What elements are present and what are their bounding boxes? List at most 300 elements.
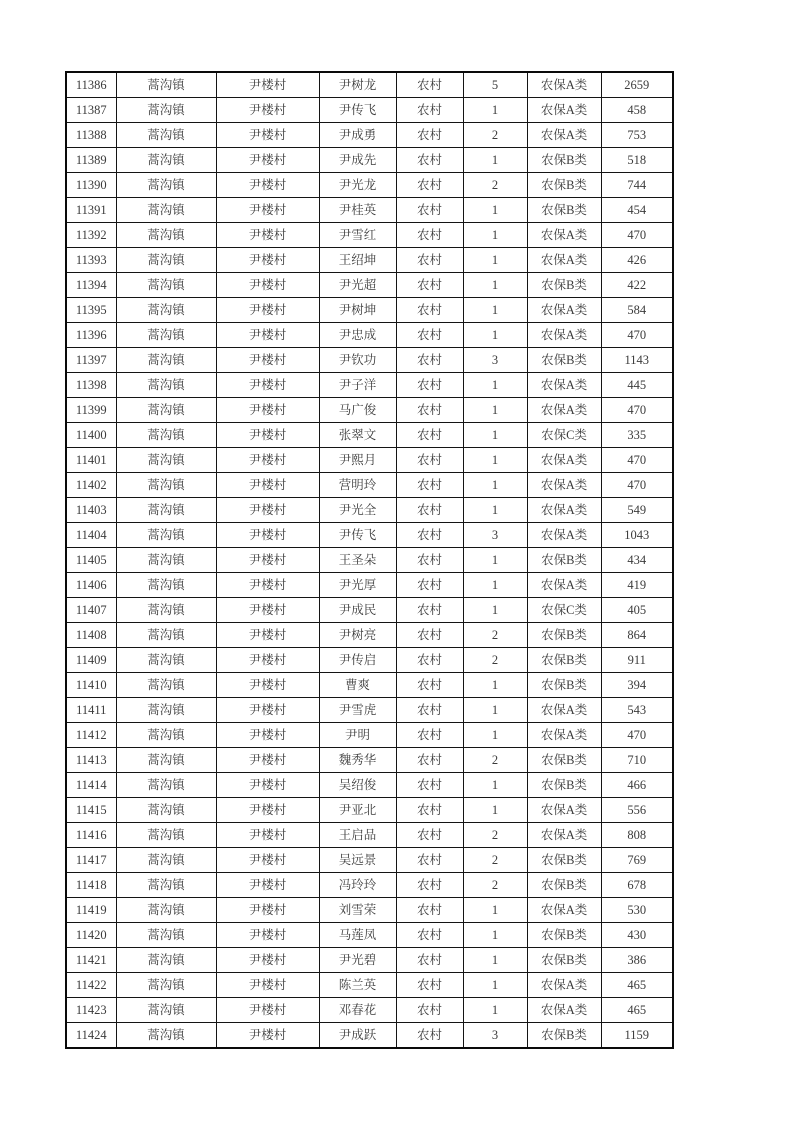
cell-persons: 1 [463, 473, 527, 498]
cell-village: 尹楼村 [216, 398, 319, 423]
cell-name: 尹传启 [319, 648, 396, 673]
cell-category: 农保B类 [527, 923, 601, 948]
cell-name: 张翠文 [319, 423, 396, 448]
cell-id: 11387 [66, 98, 116, 123]
cell-name: 马广俊 [319, 398, 396, 423]
table-row [66, 573, 673, 598]
cell-persons: 2 [463, 873, 527, 898]
cell-amount: 769 [601, 848, 673, 873]
cell-category: 农保A类 [527, 498, 601, 523]
cell-village: 尹楼村 [216, 423, 319, 448]
cell-category: 农保A类 [527, 398, 601, 423]
cell-residence: 农村 [396, 873, 463, 898]
cell-category: 农保B类 [527, 1023, 601, 1049]
cell-amount: 1043 [601, 523, 673, 548]
cell-village: 尹楼村 [216, 348, 319, 373]
cell-category: 农保B类 [527, 773, 601, 798]
table-row [66, 598, 673, 623]
cell-persons: 2 [463, 748, 527, 773]
cell-persons: 1 [463, 573, 527, 598]
cell-residence: 农村 [396, 748, 463, 773]
cell-residence: 农村 [396, 323, 463, 348]
cell-name: 王绍坤 [319, 248, 396, 273]
cell-residence: 农村 [396, 673, 463, 698]
cell-village: 尹楼村 [216, 573, 319, 598]
cell-amount: 470 [601, 448, 673, 473]
cell-amount: 584 [601, 298, 673, 323]
cell-category: 农保A类 [527, 698, 601, 723]
table-row [66, 198, 673, 223]
cell-category: 农保A类 [527, 298, 601, 323]
cell-residence: 农村 [396, 973, 463, 998]
cell-town: 蒿沟镇 [116, 398, 216, 423]
cell-amount: 808 [601, 823, 673, 848]
cell-amount: 470 [601, 723, 673, 748]
cell-village: 尹楼村 [216, 923, 319, 948]
cell-village: 尹楼村 [216, 98, 319, 123]
cell-village: 尹楼村 [216, 548, 319, 573]
cell-amount: 470 [601, 398, 673, 423]
cell-category: 农保B类 [527, 673, 601, 698]
cell-amount: 465 [601, 998, 673, 1023]
cell-town: 蒿沟镇 [116, 198, 216, 223]
cell-category: 农保A类 [527, 248, 601, 273]
cell-name: 营明玲 [319, 473, 396, 498]
cell-id: 11401 [66, 448, 116, 473]
cell-id: 11417 [66, 848, 116, 873]
cell-amount: 445 [601, 373, 673, 398]
cell-persons: 1 [463, 598, 527, 623]
cell-category: 农保A类 [527, 573, 601, 598]
cell-id: 11394 [66, 273, 116, 298]
cell-village: 尹楼村 [216, 498, 319, 523]
cell-town: 蒿沟镇 [116, 123, 216, 148]
table-body [66, 72, 673, 1048]
cell-residence: 农村 [396, 773, 463, 798]
cell-name: 尹光龙 [319, 173, 396, 198]
cell-residence: 农村 [396, 123, 463, 148]
cell-name: 尹成跃 [319, 1023, 396, 1049]
cell-category: 农保B类 [527, 148, 601, 173]
cell-category: 农保B类 [527, 948, 601, 973]
cell-category: 农保A类 [527, 98, 601, 123]
cell-persons: 1 [463, 373, 527, 398]
cell-amount: 454 [601, 198, 673, 223]
cell-village: 尹楼村 [216, 948, 319, 973]
cell-town: 蒿沟镇 [116, 248, 216, 273]
cell-id: 11388 [66, 123, 116, 148]
cell-town: 蒿沟镇 [116, 323, 216, 348]
cell-amount: 864 [601, 623, 673, 648]
cell-village: 尹楼村 [216, 873, 319, 898]
cell-village: 尹楼村 [216, 973, 319, 998]
cell-residence: 农村 [396, 398, 463, 423]
cell-name: 尹成民 [319, 598, 396, 623]
cell-name: 尹光厚 [319, 573, 396, 598]
table-row [66, 323, 673, 348]
cell-category: 农保A类 [527, 798, 601, 823]
cell-name: 尹树亮 [319, 623, 396, 648]
cell-id: 11408 [66, 623, 116, 648]
cell-id: 11416 [66, 823, 116, 848]
cell-village: 尹楼村 [216, 323, 319, 348]
cell-persons: 1 [463, 423, 527, 448]
cell-category: 农保B类 [527, 748, 601, 773]
cell-residence: 农村 [396, 823, 463, 848]
cell-name: 吴远景 [319, 848, 396, 873]
table-row [66, 623, 673, 648]
cell-persons: 3 [463, 1023, 527, 1049]
cell-id: 11407 [66, 598, 116, 623]
cell-name: 尹钦功 [319, 348, 396, 373]
cell-id: 11413 [66, 748, 116, 773]
cell-persons: 5 [463, 72, 527, 98]
cell-id: 11424 [66, 1023, 116, 1049]
cell-id: 11414 [66, 773, 116, 798]
table-row [66, 798, 673, 823]
cell-town: 蒿沟镇 [116, 423, 216, 448]
table-row [66, 848, 673, 873]
cell-name: 邓春花 [319, 998, 396, 1023]
cell-amount: 419 [601, 573, 673, 598]
cell-residence: 农村 [396, 1023, 463, 1049]
cell-persons: 1 [463, 798, 527, 823]
table-row [66, 348, 673, 373]
cell-category: 农保B类 [527, 273, 601, 298]
cell-persons: 1 [463, 998, 527, 1023]
cell-town: 蒿沟镇 [116, 548, 216, 573]
cell-name: 尹传飞 [319, 523, 396, 548]
cell-amount: 710 [601, 748, 673, 773]
cell-residence: 农村 [396, 598, 463, 623]
cell-town: 蒿沟镇 [116, 648, 216, 673]
cell-persons: 3 [463, 523, 527, 548]
cell-persons: 2 [463, 123, 527, 148]
table-row [66, 473, 673, 498]
cell-town: 蒿沟镇 [116, 298, 216, 323]
cell-id: 11397 [66, 348, 116, 373]
cell-id: 11391 [66, 198, 116, 223]
table-row [66, 248, 673, 273]
cell-town: 蒿沟镇 [116, 473, 216, 498]
cell-id: 11404 [66, 523, 116, 548]
cell-persons: 1 [463, 948, 527, 973]
cell-residence: 农村 [396, 523, 463, 548]
cell-town: 蒿沟镇 [116, 348, 216, 373]
cell-amount: 465 [601, 973, 673, 998]
table-row [66, 1023, 673, 1049]
cell-id: 11400 [66, 423, 116, 448]
cell-name: 冯玲玲 [319, 873, 396, 898]
cell-amount: 556 [601, 798, 673, 823]
cell-village: 尹楼村 [216, 173, 319, 198]
cell-persons: 1 [463, 898, 527, 923]
cell-town: 蒿沟镇 [116, 698, 216, 723]
cell-town: 蒿沟镇 [116, 498, 216, 523]
cell-persons: 2 [463, 173, 527, 198]
cell-persons: 2 [463, 648, 527, 673]
cell-amount: 466 [601, 773, 673, 798]
cell-residence: 农村 [396, 72, 463, 98]
cell-amount: 518 [601, 148, 673, 173]
cell-category: 农保B类 [527, 623, 601, 648]
cell-id: 11420 [66, 923, 116, 948]
table-row [66, 298, 673, 323]
cell-persons: 1 [463, 223, 527, 248]
cell-amount: 335 [601, 423, 673, 448]
cell-name: 尹光全 [319, 498, 396, 523]
cell-name: 尹树坤 [319, 298, 396, 323]
cell-category: 农保B类 [527, 173, 601, 198]
cell-category: 农保A类 [527, 473, 601, 498]
cell-id: 11405 [66, 548, 116, 573]
cell-category: 农保A类 [527, 373, 601, 398]
cell-town: 蒿沟镇 [116, 148, 216, 173]
cell-amount: 386 [601, 948, 673, 973]
cell-id: 11399 [66, 398, 116, 423]
cell-name: 王启品 [319, 823, 396, 848]
cell-persons: 2 [463, 848, 527, 873]
cell-residence: 农村 [396, 573, 463, 598]
cell-persons: 1 [463, 98, 527, 123]
cell-town: 蒿沟镇 [116, 223, 216, 248]
cell-residence: 农村 [396, 148, 463, 173]
cell-village: 尹楼村 [216, 598, 319, 623]
records-table [65, 71, 674, 1049]
cell-residence: 农村 [396, 498, 463, 523]
cell-persons: 2 [463, 823, 527, 848]
cell-residence: 农村 [396, 548, 463, 573]
cell-amount: 1159 [601, 1023, 673, 1049]
cell-category: 农保C类 [527, 598, 601, 623]
cell-town: 蒿沟镇 [116, 948, 216, 973]
table-row [66, 98, 673, 123]
table-row [66, 723, 673, 748]
cell-id: 11412 [66, 723, 116, 748]
cell-village: 尹楼村 [216, 273, 319, 298]
table-row [66, 123, 673, 148]
cell-town: 蒿沟镇 [116, 373, 216, 398]
cell-persons: 1 [463, 973, 527, 998]
table-row [66, 948, 673, 973]
cell-village: 尹楼村 [216, 448, 319, 473]
cell-persons: 1 [463, 698, 527, 723]
cell-residence: 农村 [396, 173, 463, 198]
cell-village: 尹楼村 [216, 623, 319, 648]
cell-persons: 1 [463, 448, 527, 473]
cell-category: 农保B类 [527, 648, 601, 673]
cell-persons: 1 [463, 323, 527, 348]
cell-id: 11403 [66, 498, 116, 523]
cell-category: 农保A类 [527, 223, 601, 248]
cell-amount: 405 [601, 598, 673, 623]
cell-name: 曹爽 [319, 673, 396, 698]
cell-name: 尹子洋 [319, 373, 396, 398]
cell-name: 陈兰英 [319, 973, 396, 998]
cell-residence: 农村 [396, 223, 463, 248]
cell-town: 蒿沟镇 [116, 848, 216, 873]
cell-village: 尹楼村 [216, 148, 319, 173]
cell-id: 11392 [66, 223, 116, 248]
cell-village: 尹楼村 [216, 72, 319, 98]
cell-town: 蒿沟镇 [116, 623, 216, 648]
table-row [66, 673, 673, 698]
table-row [66, 823, 673, 848]
cell-residence: 农村 [396, 348, 463, 373]
table-row [66, 898, 673, 923]
cell-village: 尹楼村 [216, 998, 319, 1023]
cell-persons: 1 [463, 273, 527, 298]
cell-town: 蒿沟镇 [116, 1023, 216, 1049]
table-row [66, 648, 673, 673]
cell-town: 蒿沟镇 [116, 448, 216, 473]
cell-village: 尹楼村 [216, 1023, 319, 1049]
cell-persons: 1 [463, 923, 527, 948]
cell-town: 蒿沟镇 [116, 573, 216, 598]
cell-persons: 1 [463, 398, 527, 423]
cell-town: 蒿沟镇 [116, 723, 216, 748]
table-row [66, 923, 673, 948]
cell-amount: 430 [601, 923, 673, 948]
cell-town: 蒿沟镇 [116, 98, 216, 123]
cell-category: 农保A类 [527, 898, 601, 923]
cell-name: 尹传飞 [319, 98, 396, 123]
cell-id: 11410 [66, 673, 116, 698]
cell-amount: 744 [601, 173, 673, 198]
table-row [66, 698, 673, 723]
cell-id: 11415 [66, 798, 116, 823]
cell-id: 11398 [66, 373, 116, 398]
cell-persons: 1 [463, 198, 527, 223]
cell-town: 蒿沟镇 [116, 523, 216, 548]
cell-amount: 2659 [601, 72, 673, 98]
cell-amount: 1143 [601, 348, 673, 373]
cell-name: 尹熙月 [319, 448, 396, 473]
cell-town: 蒿沟镇 [116, 173, 216, 198]
cell-village: 尹楼村 [216, 723, 319, 748]
cell-amount: 543 [601, 698, 673, 723]
cell-persons: 1 [463, 498, 527, 523]
cell-id: 11423 [66, 998, 116, 1023]
cell-residence: 农村 [396, 448, 463, 473]
cell-persons: 1 [463, 548, 527, 573]
cell-id: 11421 [66, 948, 116, 973]
cell-amount: 549 [601, 498, 673, 523]
cell-residence: 农村 [396, 648, 463, 673]
cell-residence: 农村 [396, 98, 463, 123]
cell-village: 尹楼村 [216, 848, 319, 873]
cell-town: 蒿沟镇 [116, 823, 216, 848]
cell-town: 蒿沟镇 [116, 973, 216, 998]
cell-name: 尹树龙 [319, 72, 396, 98]
cell-persons: 1 [463, 148, 527, 173]
cell-persons: 2 [463, 623, 527, 648]
cell-category: 农保A类 [527, 973, 601, 998]
cell-residence: 农村 [396, 298, 463, 323]
table-row [66, 973, 673, 998]
cell-amount: 753 [601, 123, 673, 148]
cell-residence: 农村 [396, 473, 463, 498]
cell-residence: 农村 [396, 948, 463, 973]
cell-amount: 530 [601, 898, 673, 923]
cell-village: 尹楼村 [216, 648, 319, 673]
cell-name: 尹成勇 [319, 123, 396, 148]
cell-amount: 678 [601, 873, 673, 898]
cell-residence: 农村 [396, 998, 463, 1023]
cell-id: 11402 [66, 473, 116, 498]
cell-village: 尹楼村 [216, 373, 319, 398]
table-row [66, 223, 673, 248]
cell-name: 尹桂英 [319, 198, 396, 223]
cell-id: 11386 [66, 72, 116, 98]
table-row [66, 423, 673, 448]
cell-amount: 458 [601, 98, 673, 123]
cell-persons: 1 [463, 673, 527, 698]
cell-category: 农保A类 [527, 523, 601, 548]
cell-village: 尹楼村 [216, 673, 319, 698]
cell-residence: 农村 [396, 423, 463, 448]
cell-village: 尹楼村 [216, 298, 319, 323]
cell-category: 农保A类 [527, 123, 601, 148]
cell-amount: 470 [601, 323, 673, 348]
cell-residence: 农村 [396, 848, 463, 873]
cell-category: 农保B类 [527, 873, 601, 898]
cell-town: 蒿沟镇 [116, 72, 216, 98]
cell-id: 11389 [66, 148, 116, 173]
cell-residence: 农村 [396, 273, 463, 298]
cell-name: 尹亚北 [319, 798, 396, 823]
table-row [66, 148, 673, 173]
cell-name: 尹光碧 [319, 948, 396, 973]
cell-amount: 394 [601, 673, 673, 698]
cell-category: 农保B类 [527, 348, 601, 373]
cell-residence: 农村 [396, 923, 463, 948]
cell-amount: 911 [601, 648, 673, 673]
cell-category: 农保A类 [527, 823, 601, 848]
cell-town: 蒿沟镇 [116, 998, 216, 1023]
cell-village: 尹楼村 [216, 748, 319, 773]
cell-persons: 1 [463, 773, 527, 798]
cell-category: 农保A类 [527, 448, 601, 473]
cell-village: 尹楼村 [216, 898, 319, 923]
cell-amount: 470 [601, 473, 673, 498]
table-row [66, 873, 673, 898]
cell-name: 尹雪红 [319, 223, 396, 248]
cell-id: 11390 [66, 173, 116, 198]
cell-residence: 农村 [396, 198, 463, 223]
cell-persons: 1 [463, 248, 527, 273]
table-row [66, 523, 673, 548]
cell-residence: 农村 [396, 623, 463, 648]
cell-name: 尹雪虎 [319, 698, 396, 723]
cell-category: 农保C类 [527, 423, 601, 448]
cell-village: 尹楼村 [216, 248, 319, 273]
table-row [66, 773, 673, 798]
cell-name: 尹明 [319, 723, 396, 748]
table-row [66, 373, 673, 398]
cell-town: 蒿沟镇 [116, 673, 216, 698]
cell-residence: 农村 [396, 698, 463, 723]
cell-town: 蒿沟镇 [116, 798, 216, 823]
cell-category: 农保A类 [527, 323, 601, 348]
cell-residence: 农村 [396, 373, 463, 398]
cell-amount: 422 [601, 273, 673, 298]
cell-name: 吴绍俊 [319, 773, 396, 798]
cell-persons: 1 [463, 298, 527, 323]
cell-town: 蒿沟镇 [116, 923, 216, 948]
cell-village: 尹楼村 [216, 773, 319, 798]
cell-name: 尹成先 [319, 148, 396, 173]
